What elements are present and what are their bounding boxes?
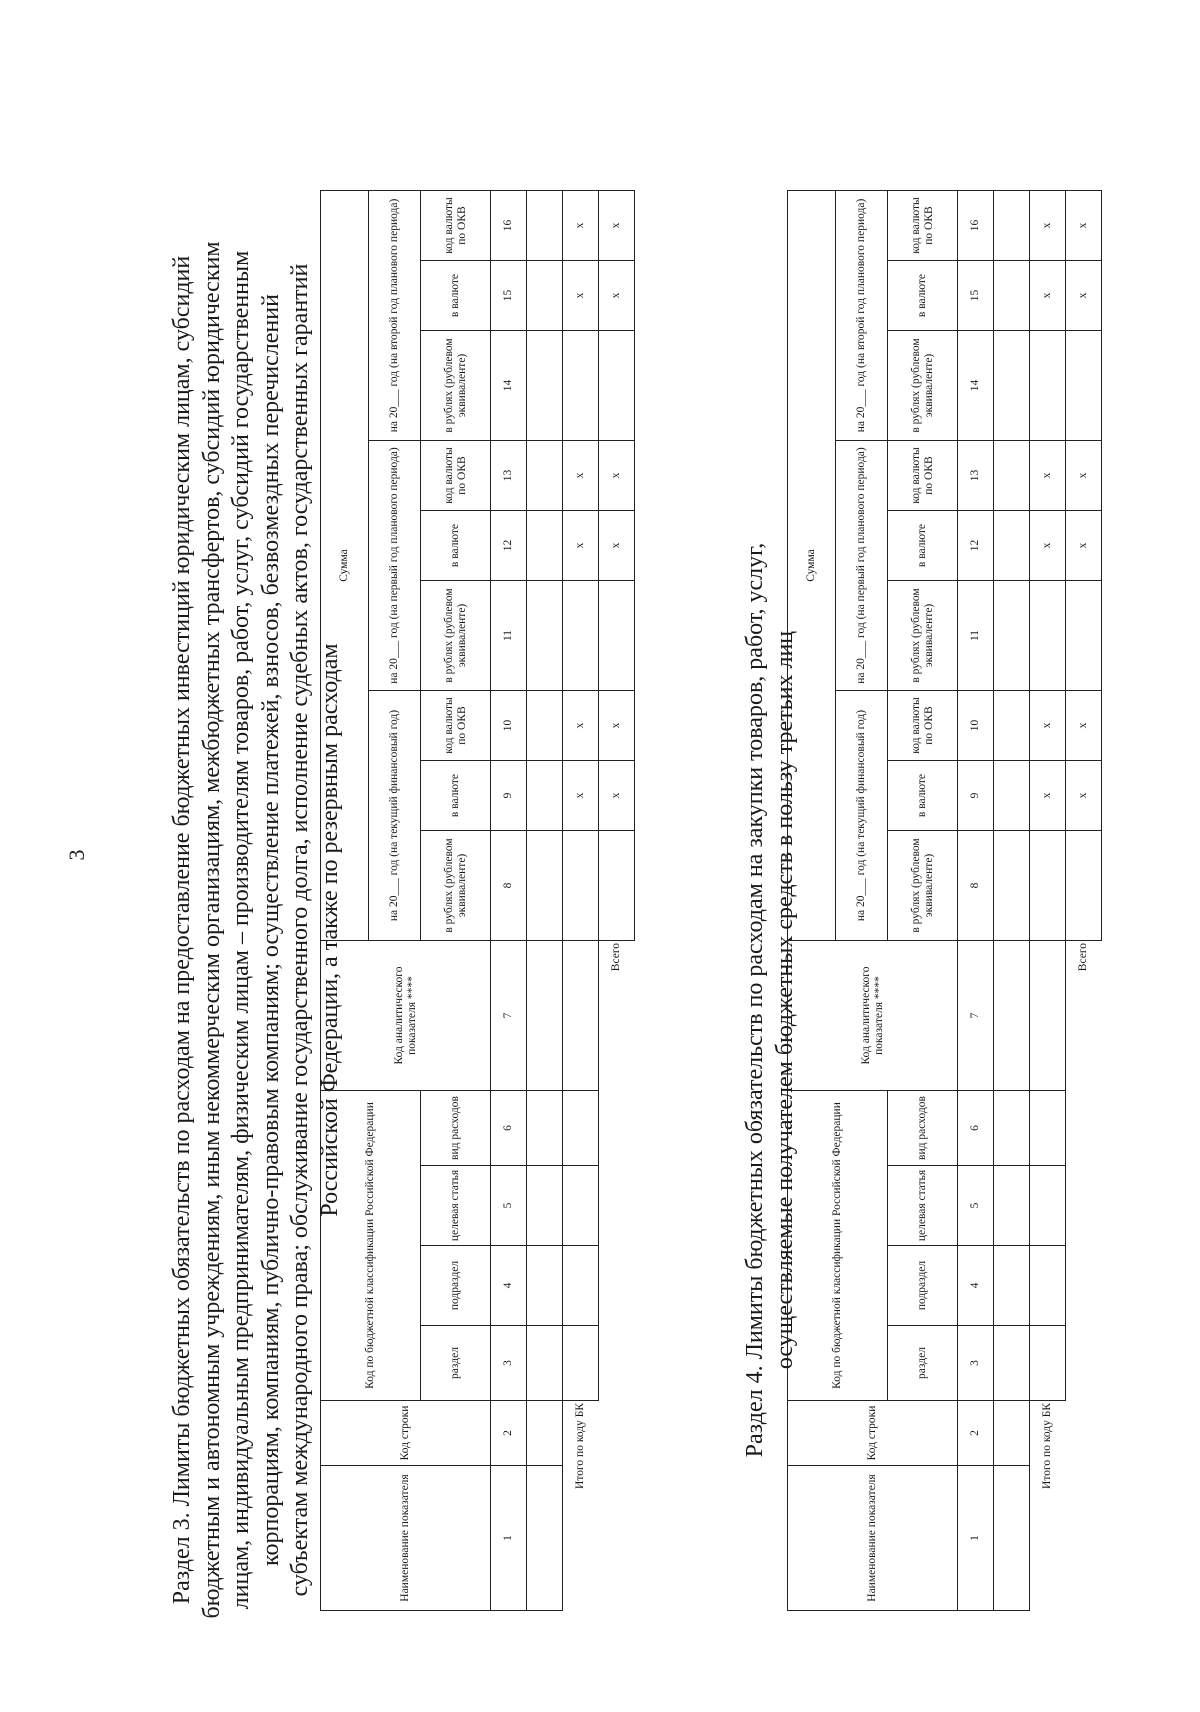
col-number: 4	[491, 1246, 527, 1326]
col-number: 5	[491, 1166, 527, 1246]
sub-code: код валюты по ОКВ	[421, 691, 491, 761]
col-number: 6	[958, 1091, 994, 1166]
x-mark: х	[1066, 511, 1102, 581]
col-number: 1	[491, 1466, 527, 1611]
header-row-1	[321, 191, 369, 1611]
x-mark: х	[1030, 191, 1066, 261]
x-mark: х	[1030, 441, 1066, 511]
itogo-row	[563, 191, 599, 1611]
period-current: на 20___ год (на текущий финансовый год)	[836, 691, 888, 941]
col-header-target: целевая статья	[421, 1166, 491, 1246]
sub-cur: в валюте	[421, 511, 491, 581]
col-header-bk: Код по бюджетной классификации Российской Федерации	[788, 1091, 888, 1401]
col-header-vid: вид расходов	[421, 1091, 491, 1166]
col-number: 7	[491, 941, 527, 1091]
header-row-3	[421, 191, 491, 1611]
sub-code: код валюты по ОКВ	[888, 691, 958, 761]
x-mark: х	[563, 261, 599, 331]
header-row-1	[788, 191, 836, 1611]
sub-code: код валюты по ОКВ	[888, 441, 958, 511]
col-number: 2	[958, 1401, 994, 1466]
col-header-line-code: Код строки	[321, 1401, 491, 1466]
sub-code: код валюты по ОКВ	[888, 191, 958, 261]
sub-cur: в валюте	[888, 261, 958, 331]
period-second: на 20___ год (на второй год планового периода)	[836, 191, 888, 441]
col-header-sum: Сумма	[321, 191, 369, 941]
col-number: 3	[958, 1326, 994, 1401]
x-mark: х	[1066, 441, 1102, 511]
x-mark: х	[1066, 691, 1102, 761]
x-mark: х	[563, 761, 599, 831]
x-mark: х	[599, 441, 635, 511]
col-header-analytic: Код аналитического показателя ****	[788, 941, 958, 1091]
sub-cur: в валюте	[888, 761, 958, 831]
col-number: 12	[491, 511, 527, 581]
x-mark: х	[599, 191, 635, 261]
col-header-podrazdel: подраздел	[421, 1246, 491, 1326]
data-row	[527, 191, 563, 1611]
vsego-row	[599, 191, 635, 1611]
x-mark: х	[563, 191, 599, 261]
col-header-bk: Код по бюджетной классификации Российской Федерации	[321, 1091, 421, 1401]
section-4-title: Раздел 4. Лимиты бюджетных обязательств по расходам на закупки товаров, работ, услуг, осуществляемые получателем бюджетных средств в пользу третьих лиц	[742, 542, 798, 1458]
section-3-title: Раздел 3. Лимиты бюджетных обязательств по расходам на предоставление бюджетных инвестиций юридическим лицам, субсидий бюджетным и автономным учреждениям, иным некоммерческим организациям, межбюджетных трансфертов, субсидий юридическим лицам, индивидуальным предпринимателям, физическим лицам – производителям товаров, работ, услуг, субсидий государственным корпорациям, компаниям, публично-правовым компаниям; осуществление платежей, взносов, безвозмездных перечислений субъектам международного права; обслуживание государственного долга, исполнение судебных актов, государственных гарантий Российской Федерации, а также по резервным расходам	[169, 241, 343, 1619]
col-header-vid: вид расходов	[888, 1091, 958, 1166]
section-4-table	[787, 190, 1102, 1611]
col-number: 10	[491, 691, 527, 761]
period-current: на 20___ год (на текущий финансовый год)	[369, 691, 421, 941]
vsego-label: Всего	[1077, 943, 1090, 972]
data-row	[994, 191, 1030, 1611]
vsego-label: Всего	[610, 943, 623, 972]
column-numbers-row	[958, 191, 994, 1611]
col-number: 15	[958, 261, 994, 331]
col-number: 15	[491, 261, 527, 331]
col-number: 5	[958, 1166, 994, 1246]
col-number: 14	[958, 331, 994, 441]
x-mark: х	[599, 511, 635, 581]
x-mark: х	[1066, 761, 1102, 831]
col-number: 7	[958, 941, 994, 1091]
period-second: на 20___ год (на второй год планового периода)	[369, 191, 421, 441]
sub-rub: в рублях (рублевом эквиваленте)	[888, 831, 958, 941]
col-header-podrazdel: подраздел	[888, 1246, 958, 1326]
sub-rub: в рублях (рублевом эквиваленте)	[421, 581, 491, 691]
col-number: 12	[958, 511, 994, 581]
x-mark: х	[1066, 261, 1102, 331]
col-number: 2	[491, 1401, 527, 1466]
col-number: 16	[491, 191, 527, 261]
col-number: 9	[958, 761, 994, 831]
x-mark: х	[1030, 761, 1066, 831]
x-mark: х	[599, 261, 635, 331]
col-number: 3	[491, 1326, 527, 1401]
sub-cur: в валюте	[421, 261, 491, 331]
sub-code: код валюты по ОКВ	[421, 441, 491, 511]
col-header-razdel: раздел	[421, 1326, 491, 1401]
col-header-line-code: Код строки	[788, 1401, 958, 1466]
x-mark: х	[563, 691, 599, 761]
col-header-sum: Сумма	[788, 191, 836, 941]
itogo-row	[1030, 191, 1066, 1611]
col-header-analytic: Код аналитического показателя ****	[321, 941, 491, 1091]
sub-code: код валюты по ОКВ	[421, 191, 491, 261]
x-mark: х	[599, 691, 635, 761]
col-header-name: Наименование показателя	[788, 1466, 958, 1611]
col-number: 4	[958, 1246, 994, 1326]
col-number: 10	[958, 691, 994, 761]
period-first: на 20___ год (на первый год планового периода)	[369, 441, 421, 691]
vsego-row	[1066, 191, 1102, 1611]
x-mark: х	[563, 511, 599, 581]
col-number: 8	[958, 831, 994, 941]
sub-cur: в валюте	[888, 511, 958, 581]
col-number: 11	[491, 581, 527, 691]
col-header-name: Наименование показателя	[321, 1466, 491, 1611]
x-mark: х	[1030, 261, 1066, 331]
period-first: на 20___ год (на первый год планового периода)	[836, 441, 888, 691]
sub-rub: в рублях (рублевом эквиваленте)	[421, 831, 491, 941]
col-number: 9	[491, 761, 527, 831]
sub-cur: в валюте	[421, 761, 491, 831]
x-mark: х	[599, 761, 635, 831]
col-number: 16	[958, 191, 994, 261]
sub-rub: в рублях (рублевом эквиваленте)	[888, 581, 958, 691]
col-number: 8	[491, 831, 527, 941]
col-number: 11	[958, 581, 994, 691]
col-header-target: целевая статья	[888, 1166, 958, 1246]
x-mark: х	[563, 441, 599, 511]
column-numbers-row	[491, 191, 527, 1611]
col-header-razdel: раздел	[888, 1326, 958, 1401]
itogo-label: Итого по коду БК	[574, 1403, 587, 1489]
section-3-table	[320, 190, 635, 1611]
sub-rub: в рублях (рублевом эквиваленте)	[888, 331, 958, 441]
col-number: 1	[958, 1466, 994, 1611]
x-mark: х	[1030, 691, 1066, 761]
col-number: 14	[491, 331, 527, 441]
col-number: 6	[491, 1091, 527, 1166]
col-number: 13	[958, 441, 994, 511]
col-number: 13	[491, 441, 527, 511]
x-mark: х	[1030, 511, 1066, 581]
sub-rub: в рублях (рублевом эквиваленте)	[421, 331, 491, 441]
itogo-label: Итого по коду БК	[1041, 1403, 1054, 1489]
page-number: 3	[64, 849, 89, 861]
x-mark: х	[1066, 191, 1102, 261]
header-row-3	[888, 191, 958, 1611]
